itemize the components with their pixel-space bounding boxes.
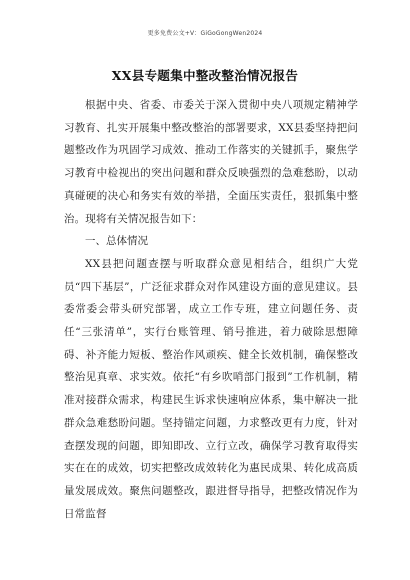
overview-paragraph: XX县把问题查摆与听取群众意见相结合，组织广大党员“四下基层”，广泛征求群众对作风建设方面的意见建议。县委常委会带头研究部署，成立工作专班，建立问题任务、责任“三张清单”，实行台账管理、销号推进，着力破除思想障碍、补齐能力短板、整治作风顽疾、健全长效机制，确保整改整治见真章、求实效。依托“有乡吹哨部门报到”工作机制，精准对接群众需求，构建民生诉求快速响应体系，集中解决一批群众急难愁盼问题。坚持锚定问题，力求整改更有力度，针对查摆发现的问题，即知即改、立行立改，确保学习教育取得实实在在的成效，切实把整改成效转化为惠民成果、转化成高质量发展成效。聚焦问题整改，跟进督导指导，把整改情况作为日常监督 — [64, 257, 358, 520]
header-note: 更多免费公文+V：GiGoGongWen2024 — [147, 30, 263, 37]
section-heading-overview: 一、总体情况 — [85, 235, 148, 248]
document-body — [64, 94, 358, 525]
intro-paragraph: 根据中央、省委、市委关于深入贯彻中央八项规定精神学习教育、扎实开展集中整改整治的部署要求，XX县委坚持把问题整改作为巩固学习成效、推动工作落实的关键抓手，聚焦学习教育中检视出的突出问题和群众反映强烈的急难愁盼，以动真碰硬的决心和务实有效的举措，全面压实责任，狠抓集中整治。现将有关情况报告如下： — [64, 99, 358, 225]
document-title: XX县专题集中整改整治情况报告 — [111, 68, 299, 83]
